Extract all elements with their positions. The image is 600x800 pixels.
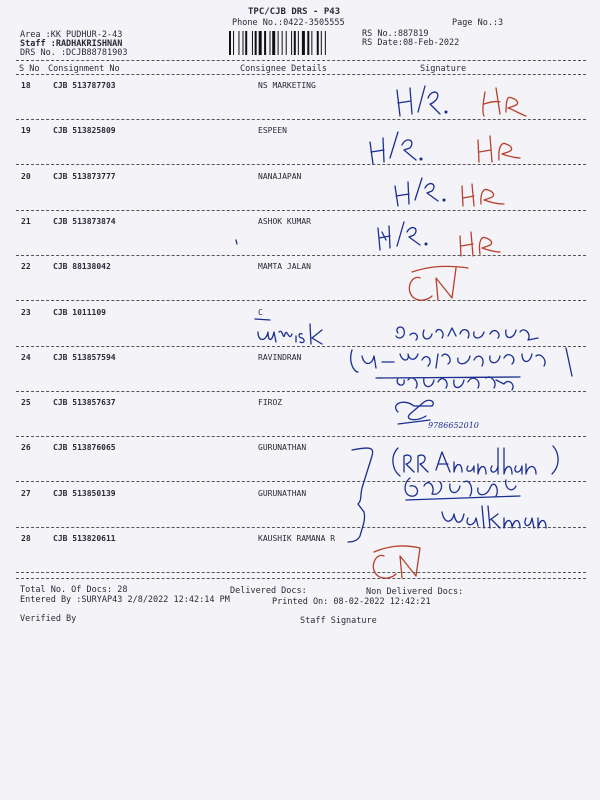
col-consignee: Consignee Details [240, 64, 327, 74]
column-header-divider [16, 74, 586, 75]
hr-mark-4 [378, 222, 427, 250]
tamil-script-line-3 [376, 377, 520, 390]
staff-label: Staff :RADHAKRISHNAN [20, 39, 123, 49]
row-divider [16, 300, 586, 301]
row-consignment-no: CJB 513820611 [53, 534, 116, 543]
row-divider [16, 527, 586, 528]
row-consignment-no: CJB 513873874 [53, 217, 116, 226]
row-sno: 27 [21, 489, 31, 498]
rs-date: RS Date:08-Feb-2022 [362, 38, 460, 48]
row-consignee: FIROZ [258, 398, 283, 407]
tamil-script-line-2 [351, 348, 572, 376]
underline-stroke [255, 319, 270, 320]
row-consignee: GURUNATHAN [258, 489, 307, 498]
row-sno: 22 [21, 262, 31, 271]
rs-number: RS No.:887819 [362, 29, 429, 39]
page-number: Page No.:3 [452, 18, 504, 28]
hr-mark-3 [395, 178, 445, 206]
paren-left [393, 448, 400, 476]
row-consignment-no: CJB 513857637 [53, 398, 116, 407]
row-divider [16, 164, 586, 165]
row-consignee: MAMTA JALAN [258, 262, 311, 271]
row-divider [16, 481, 586, 482]
walkman-signature [442, 506, 546, 528]
col-signature: Signature [420, 64, 467, 74]
anandhan-signature [404, 448, 536, 474]
row-consignment-no: CJB 513873777 [53, 172, 116, 181]
hr-mark-2 [370, 132, 422, 164]
row-sno: 25 [21, 398, 31, 407]
row-consignment-no: CJB 1011109 [53, 308, 106, 317]
row-sno: 28 [21, 534, 31, 543]
row-sno: 23 [21, 308, 31, 317]
paren-right [552, 446, 558, 474]
row-divider [16, 119, 586, 120]
hr-initials-2 [478, 136, 520, 162]
row-sno: 24 [21, 353, 31, 362]
row-consignee: ESPEEN [258, 126, 287, 135]
row-sno: 20 [21, 172, 31, 181]
header-divider [16, 60, 586, 61]
document-title: TPC/CJB DRS - P43 [248, 7, 341, 17]
col-consignment: Consignment No [48, 64, 120, 74]
row-divider [16, 255, 586, 256]
row-consignment-no: CJB 513825809 [53, 126, 116, 135]
row-consignee: KAUSHIK RAMANA R [258, 534, 336, 543]
umisk-scrawl [258, 324, 322, 344]
non-delivered-docs: Non Delivered Docs: [366, 587, 464, 597]
delivered-docs: Delivered Docs: [230, 586, 307, 596]
row-sno: 19 [21, 126, 31, 135]
row-consignee: NANAJAPAN [258, 172, 302, 181]
row-consignment-no: CJB 513850139 [53, 489, 116, 498]
row-sno: 21 [21, 217, 31, 226]
row-consignment-no: CJB 88138042 [53, 262, 111, 271]
row-divider [16, 572, 586, 573]
row-consignee: RAVINDRAN [258, 353, 302, 362]
phone-number: Phone No.:0422-3505555 [232, 18, 345, 28]
cn-mark-1 [409, 266, 468, 300]
row-consignee: GURUNATHAN [258, 443, 307, 452]
row-divider [16, 210, 586, 211]
row-sno: 26 [21, 443, 31, 452]
area-label: Area :KK PUDHUR-2-43 [20, 30, 123, 40]
footer-divider [16, 578, 586, 579]
hr-initials-4 [460, 232, 500, 256]
row-consignee: C [258, 308, 263, 317]
cn-mark-2 [373, 546, 420, 578]
row-divider [16, 391, 586, 392]
stray-mark [236, 240, 237, 244]
tamil-script-line-1 [396, 327, 538, 340]
printed-on: Printed On: 08-02-2022 12:42:21 [272, 597, 431, 607]
hr-mark-1 [397, 86, 447, 116]
phone-note: 9786652010 [428, 421, 479, 430]
row-consignment-no: CJB 513876065 [53, 443, 116, 452]
row-consignee: ASHOK KUMAR [258, 217, 311, 226]
row-consignment-no: CJB 513787703 [53, 81, 116, 90]
signature-scribble-25 [396, 400, 434, 424]
entered-by: Entered By :SURYAP43 2/8/2022 12:42:14 PM [20, 595, 230, 605]
row-divider [16, 346, 586, 347]
col-sno: S No [19, 64, 40, 74]
row-sno: 18 [21, 81, 31, 90]
hr-initials-3 [462, 184, 504, 206]
row-consignee: NS MARKETING [258, 81, 316, 90]
row-divider [16, 436, 586, 437]
verified-by: Verified By [20, 614, 77, 624]
row-consignment-no: CJB 513857594 [53, 353, 116, 362]
drs-number: DRS No. :DCJB88781903 [20, 48, 128, 58]
total-docs: Total No. Of Docs: 28 [20, 585, 128, 595]
staff-signature: Staff Signature [300, 616, 377, 626]
hr-initials-1 [483, 88, 526, 116]
barcode-graphic [229, 31, 352, 55]
